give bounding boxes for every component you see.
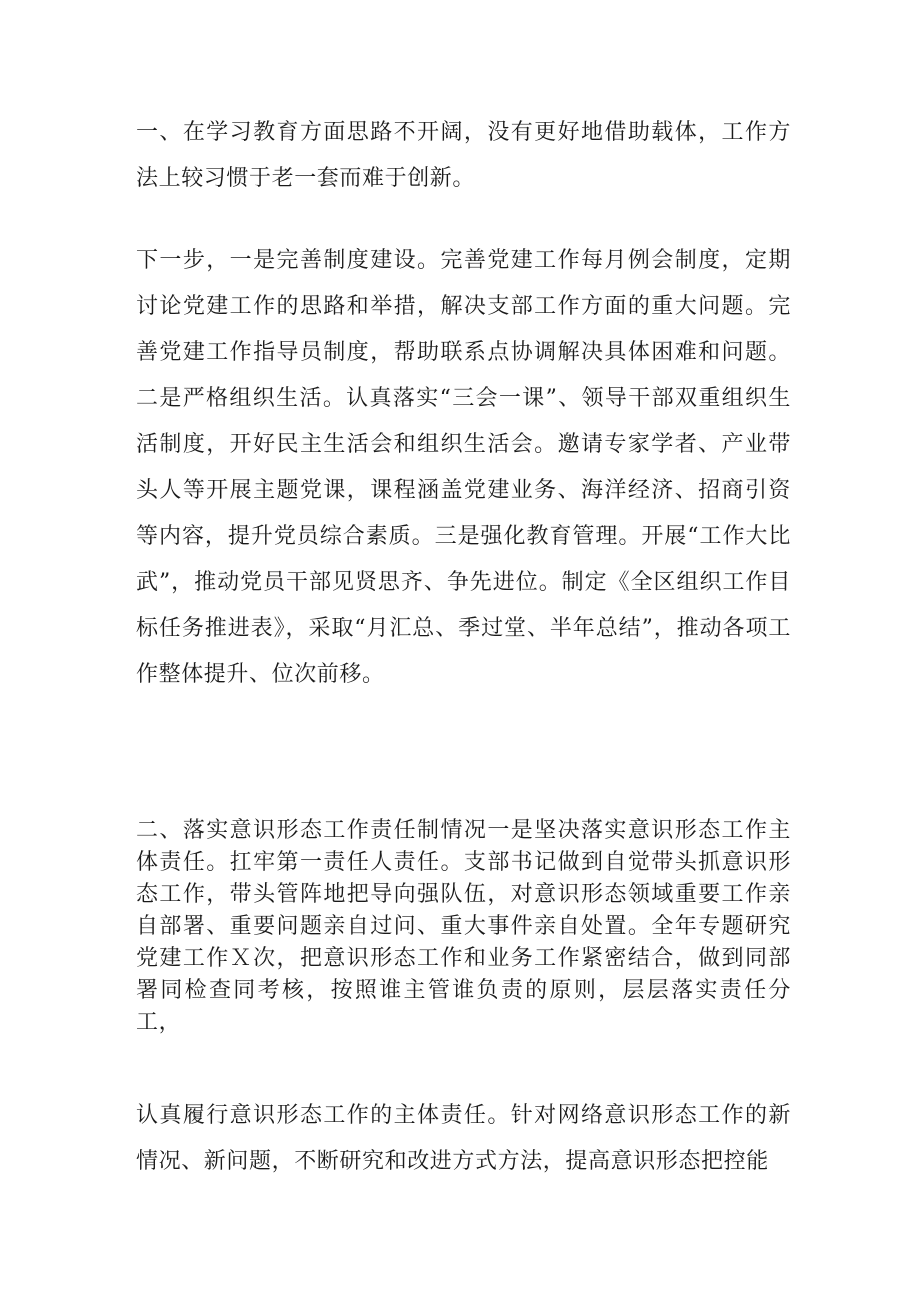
paragraph-ideology-main-duty: 认真履行意识形态工作的主体责任。针对网络意识形态工作的新情况、新问题，不断研究和改进方式方法，提高意识形态把控能 xyxy=(136,1103,791,1174)
paragraph-ideology-responsibility: 二、落实意识形态工作责任制情况一是坚决落实意识形态工作主体责任。扛牢第一责任人责任。支部书记做到自觉带头抓意识形态工作，带头管阵地把导向强队伍，对意识形态领域重要工作亲自部署、重要问题亲自过问、重大事件亲自处置。全年专题研究党建工作Ｘ次，把意识形态工作和业务工作紧密结合，做到同部署同检查同考核，按照谁主管谁负责的原则，层层落实责任分工， xyxy=(136,818,791,1035)
paragraph-learning-education-issue: 一、在学习教育方面思路不开阔，没有更好地借助载体，工作方法上较习惯于老一套而难于创新。 xyxy=(136,120,791,191)
paragraph-next-steps: 下一步，一是完善制度建设。完善党建工作每月例会制度，定期讨论党建工作的思路和举措，解决支部工作方面的重大问题。完善党建工作指导员制度，帮助联系点协调解决具体困难和问题。二是严格组织生活。认真落实“三会一课”、领导干部双重组织生活制度，开好民主生活会和组织生活会。邀请专家学者、产业带头人等开展主题党课，课程涵盖党建业务、海洋经济、招商引资等内容，提升党员综合素质。三是强化教育管理。开展“工作大比武”，推动党员干部见贤思齐、争先进位。制定《全区组织工作目标任务推进表》，采取“月汇总、季过堂、半年总结”，推动各项工作整体提升、位次前移。 xyxy=(136,248,791,687)
